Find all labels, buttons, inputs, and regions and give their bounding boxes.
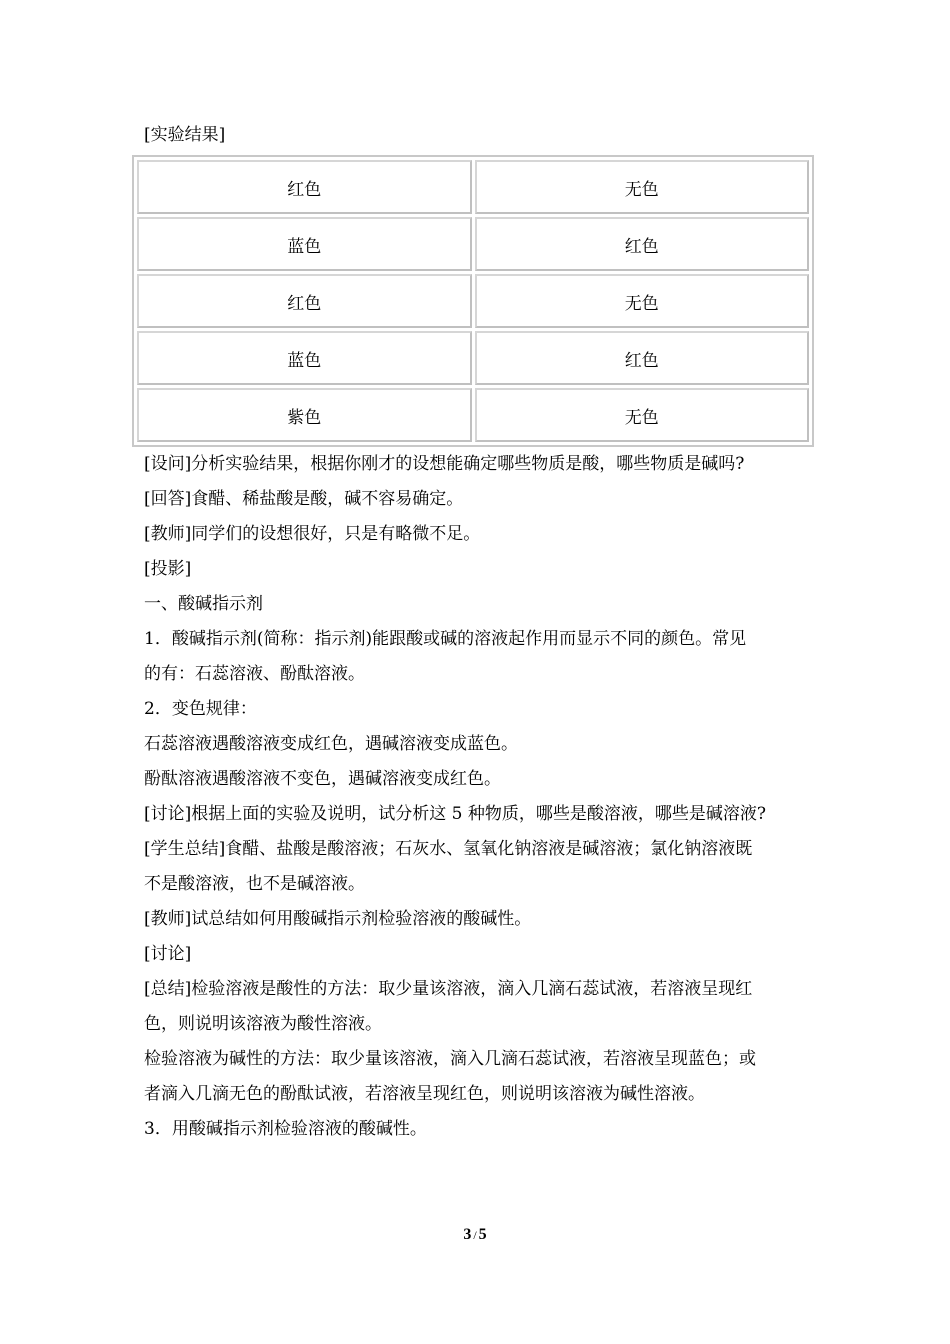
paragraph: [总结]检验溶液是酸性的方法：取少量该溶液，滴入几滴石蕊试液，若溶液呈现红: [144, 979, 753, 999]
paragraph: [设问]分析实验结果，根据你刚才的设想能确定哪些物质是酸，哪些物质是碱吗?: [144, 454, 745, 474]
table-row: [137, 274, 809, 328]
paragraph: 酚酞溶液遇酸溶液不变色，遇碱溶液变成红色。: [144, 769, 501, 789]
table-cell: 紫色: [137, 388, 472, 442]
table-row: [137, 331, 809, 385]
section-title: 一、酸碱指示剂: [144, 594, 263, 614]
paragraph: [投影]: [144, 559, 192, 579]
page-separator: /: [473, 1228, 477, 1242]
paragraph: [讨论]根据上面的实验及说明，试分析这 5 种物质，哪些是酸溶液，哪些是碱溶液?: [144, 804, 767, 824]
total-pages: 5: [478, 1226, 487, 1243]
table-cell: 无色: [475, 388, 810, 442]
paragraph: 色，则说明该溶液为酸性溶液。: [144, 1014, 382, 1034]
paragraph: [教师]同学们的设想很好，只是有略微不足。: [144, 524, 481, 544]
table-row: [137, 388, 809, 442]
table-cell: 无色: [475, 274, 810, 328]
page-number: [0, 1226, 950, 1244]
table-cell: 红色: [137, 274, 472, 328]
table-cell: 红色: [475, 217, 810, 271]
results-table: [132, 155, 814, 447]
paragraph: 3．用酸碱指示剂检验溶液的酸碱性。: [144, 1119, 427, 1139]
current-page: 3: [463, 1226, 472, 1243]
paragraph: [教师]试总结如何用酸碱指示剂检验溶液的酸碱性。: [144, 909, 532, 929]
table-row: [137, 160, 809, 214]
paragraph: 石蕊溶液遇酸溶液变成红色，遇碱溶液变成蓝色。: [144, 734, 518, 754]
paragraph: 不是酸溶液，也不是碱溶液。: [144, 874, 365, 894]
paragraph: 的有：石蕊溶液、酚酞溶液。: [144, 664, 365, 684]
paragraph: 者滴入几滴无色的酚酞试液，若溶液呈现红色，则说明该溶液为碱性溶液。: [144, 1084, 705, 1104]
table-row: [137, 217, 809, 271]
table-cell: 红色: [475, 331, 810, 385]
table-cell: 蓝色: [137, 217, 472, 271]
paragraph: 2．变色规律：: [144, 699, 257, 719]
paragraph: [学生总结]食醋、盐酸是酸溶液；石灰水、氢氧化钠溶液是碱溶液；氯化钠溶液既: [144, 839, 753, 859]
table-cell: 无色: [475, 160, 810, 214]
body-text: [144, 447, 816, 1147]
paragraph: 1．酸碱指示剂(简称：指示剂)能跟酸或碱的溶液起作用而显示不同的颜色。常见: [144, 629, 747, 649]
page-content: [144, 118, 816, 1147]
section-heading: [实验结果]: [144, 125, 226, 145]
paragraph: [回答]食醋、稀盐酸是酸，碱不容易确定。: [144, 489, 464, 509]
paragraph: [讨论]: [144, 944, 192, 964]
table-cell: 红色: [137, 160, 472, 214]
paragraph: 检验溶液为碱性的方法：取少量该溶液，滴入几滴石蕊试液，若溶液呈现蓝色；或: [144, 1049, 756, 1069]
table-cell: 蓝色: [137, 331, 472, 385]
